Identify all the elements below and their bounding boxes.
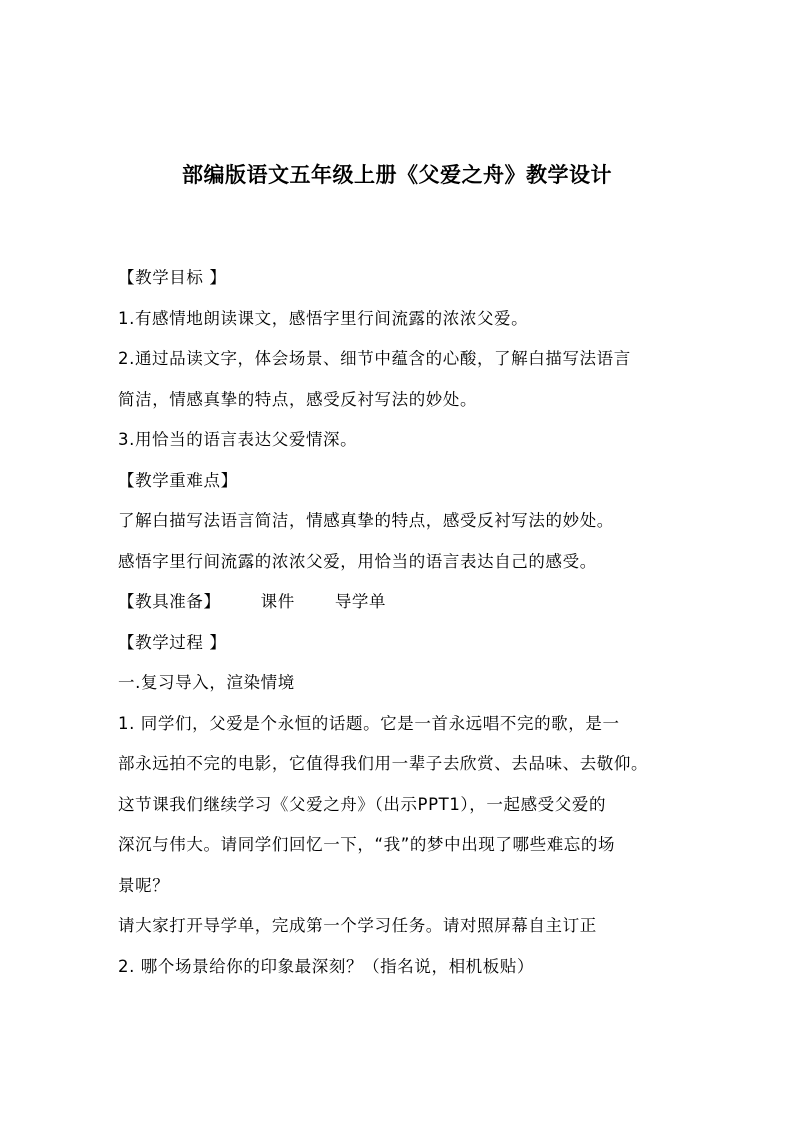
paragraph-line: 简洁，情感真挚的特点，感受反衬写法的妙处。 [118, 389, 478, 409]
paragraph-line: 请大家打开导学单，完成第一个学习任务。请对照屏幕自主订正 [118, 916, 597, 935]
paragraph-line: 2.通过品读文字，体会场景、细节中蕴含的心酸，了解白描写法语言 [118, 349, 631, 368]
paragraph-line: 了解白描写法语言简洁，情感真挚的特点，感受反衬写法的妙处。 [118, 511, 614, 530]
paragraph-line: 景呢？ [118, 875, 170, 895]
paragraph-line: 1.有感情地朗读课文，感悟字里行间流露的浓浓父爱。 [118, 308, 529, 328]
section-heading-key-points: 【教学重难点】 [118, 470, 238, 490]
document-title: 部编版语文五年级上册《父爱之舟》教学设计 [182, 163, 612, 187]
section-heading-goals: 【教学目标 】 [118, 268, 227, 287]
paragraph-line: 1. 同学们，父爱是个永恒的话题。它是一首永远唱不完的歌，是一 [118, 713, 620, 733]
paragraph-line: 一.复习导入，渲染情境 [118, 673, 295, 692]
paragraph-line: 部永远拍不完的电影，它值得我们用一辈子去欣赏、去品味、去敬仰。 [118, 754, 649, 773]
paragraph-line: 深沉与伟大。请同学们回忆一下，“我”的梦中出现了哪些难忘的场 [118, 835, 616, 854]
prep-item-guide-sheet: 导学单 [334, 592, 387, 611]
paragraph-line: 这节课我们继续学习《父爱之舟》（出示PPT1），一起感受父爱的 [118, 794, 607, 814]
document-body [118, 258, 688, 987]
section-heading-prep [118, 582, 688, 623]
paragraph-line: 感悟字里行间流露的浓浓父爱，用恰当的语言表达自己的感受。 [118, 551, 597, 571]
prep-label: 【教具准备】 [118, 592, 221, 611]
paragraph-line: 2. 哪个场景给你的印象最深刻？（指名说，相机板贴） [118, 956, 535, 976]
section-heading-process: 【教学过程 】 [118, 632, 227, 652]
prep-item-courseware: 课件 [260, 592, 295, 611]
paragraph-line: 3.用恰当的语言表达父爱情深。 [118, 430, 358, 449]
